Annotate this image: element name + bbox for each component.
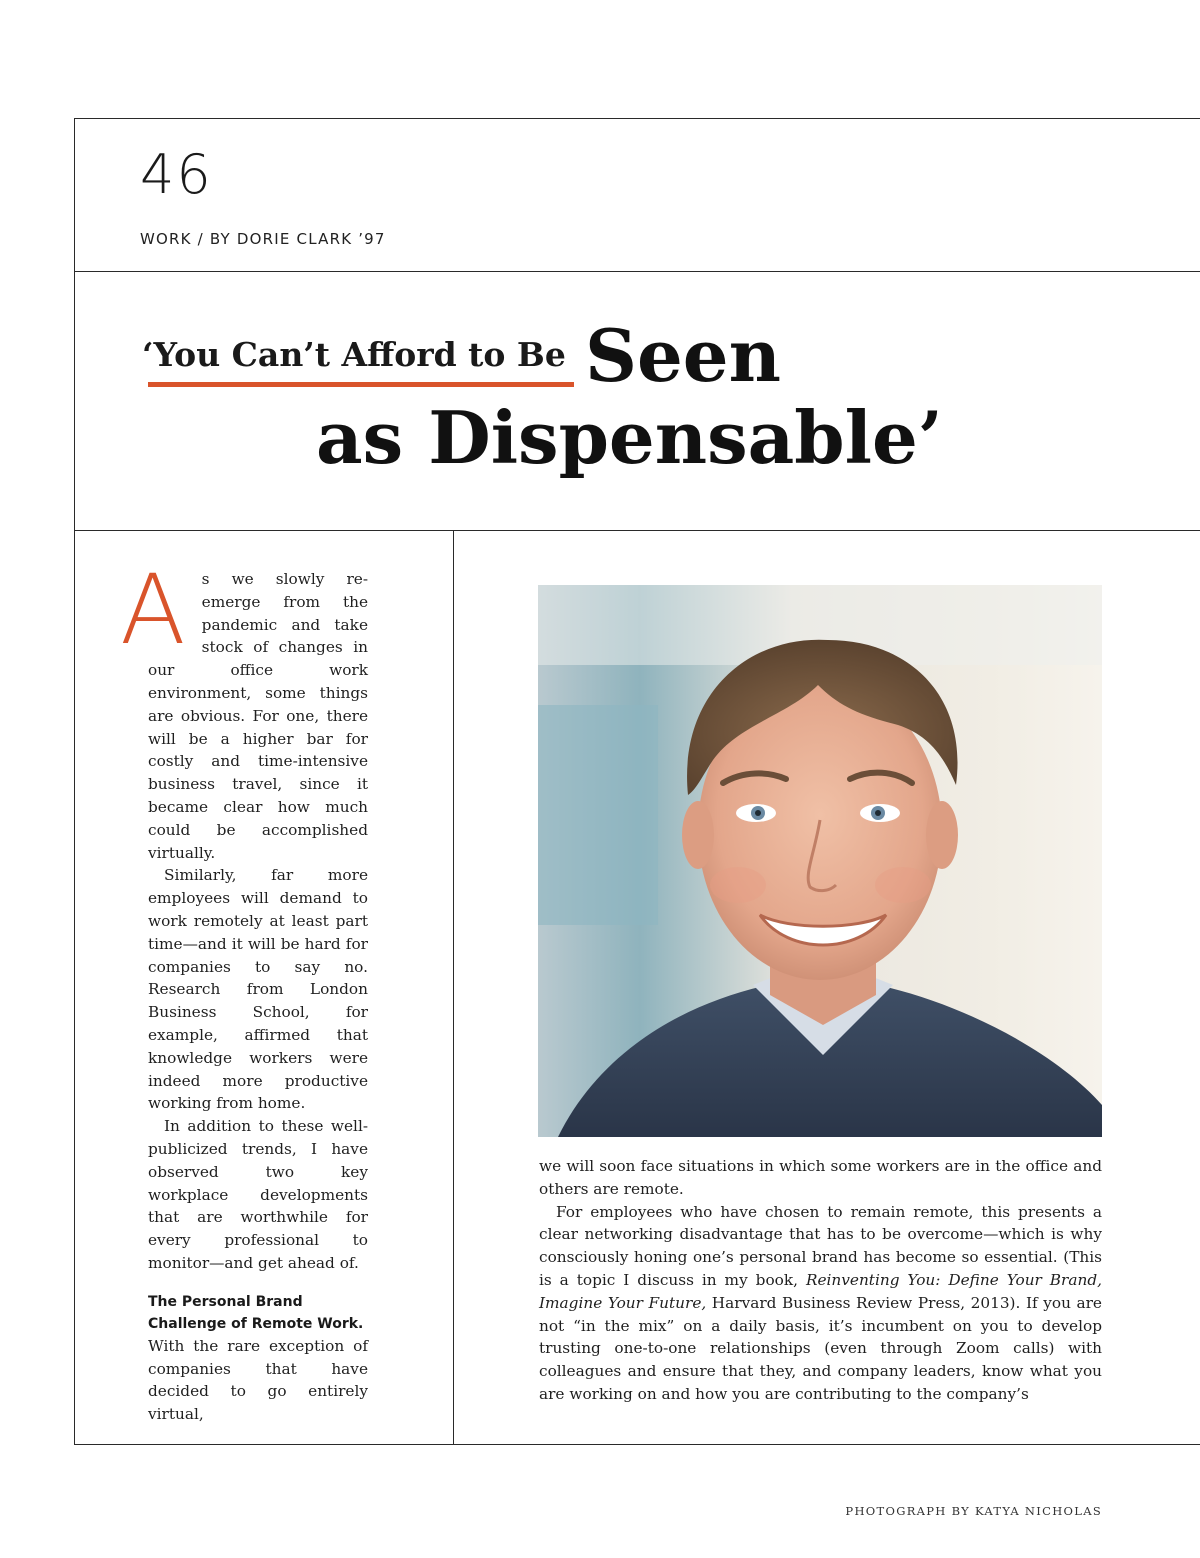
left-column — [120, 554, 368, 1426]
drop-cap: A — [120, 554, 186, 666]
body-paragraph-2: Similarly, far more employees will demand to work remotely at least part time—and it will be hard for companies to say no. Research from London Business School, for example, affirmed that knowledge workers were indeed more productive working from home. — [148, 866, 368, 1113]
page-number: 46 — [140, 143, 213, 206]
kicker-underline — [148, 382, 574, 387]
photo-credit: PHOTOGRAPH BY KATYA NICHOLAS — [845, 1504, 1102, 1518]
body-paragraph-4: With the rare exception of companies that have decided to go entirely virtual, — [148, 1336, 368, 1424]
bottom-rule — [74, 1444, 1200, 1445]
headline-rule — [74, 530, 1200, 531]
paragraph-6-end: Harvard Business Review Press, 2013). If you are not “in the mix” on a daily basis, it’s incumbent on you to develop trusting one-to-one relationships (even through Zoom calls) with colleagues and ensure that they, and company leaders, know what you are working on and how you are contributing to the company’s — [539, 1293, 1102, 1403]
header-rule — [74, 271, 1200, 272]
headline-kicker: ‘You Can’t Afford to Be — [142, 335, 566, 374]
body-paragraph-1: s we slowly re-emerge from the pandemic and take stock of changes in our office work environment, some things are obvious. For one, there will be a higher bar for costly and time-intensive business travel, since it became clear how much could be accomplished virtually. — [148, 570, 368, 862]
paragraph-6-start: For employees who have chosen to remain remote, this presents a clear networking disadvantage that has to be overcome—which is why consciously honing one’s personal brand has become so essential. (This is a topic I discuss in my book, — [539, 1202, 1102, 1289]
column-divider — [453, 530, 454, 1445]
headline-line-2: as Dispensable’ — [316, 395, 943, 480]
body-paragraph-3: In addition to these well-publicized trends, I have observed two key workplace developments that are worthwhile for every professional to monitor—and get ahead of. — [148, 1117, 368, 1272]
section-subhead: The Personal Brand Challenge of Remote Work. — [148, 1293, 364, 1332]
portrait-photo-icon — [538, 585, 1102, 1137]
portrait-photo — [538, 585, 1102, 1137]
left-frame-rule — [74, 118, 75, 1445]
book-title: Reinventing You: Define Your Brand, Imagine Your Future, — [539, 1270, 1102, 1312]
body-paragraph-6 — [539, 1201, 1102, 1406]
body-paragraph-5: we will soon face situations in which some workers are in the office and others are remote. — [539, 1157, 1102, 1198]
section-byline: WORK / BY DORIE CLARK ’97 — [140, 230, 386, 248]
right-column — [539, 1155, 1102, 1406]
top-rule — [74, 118, 1200, 119]
headline-line-1: Seen — [585, 313, 781, 398]
